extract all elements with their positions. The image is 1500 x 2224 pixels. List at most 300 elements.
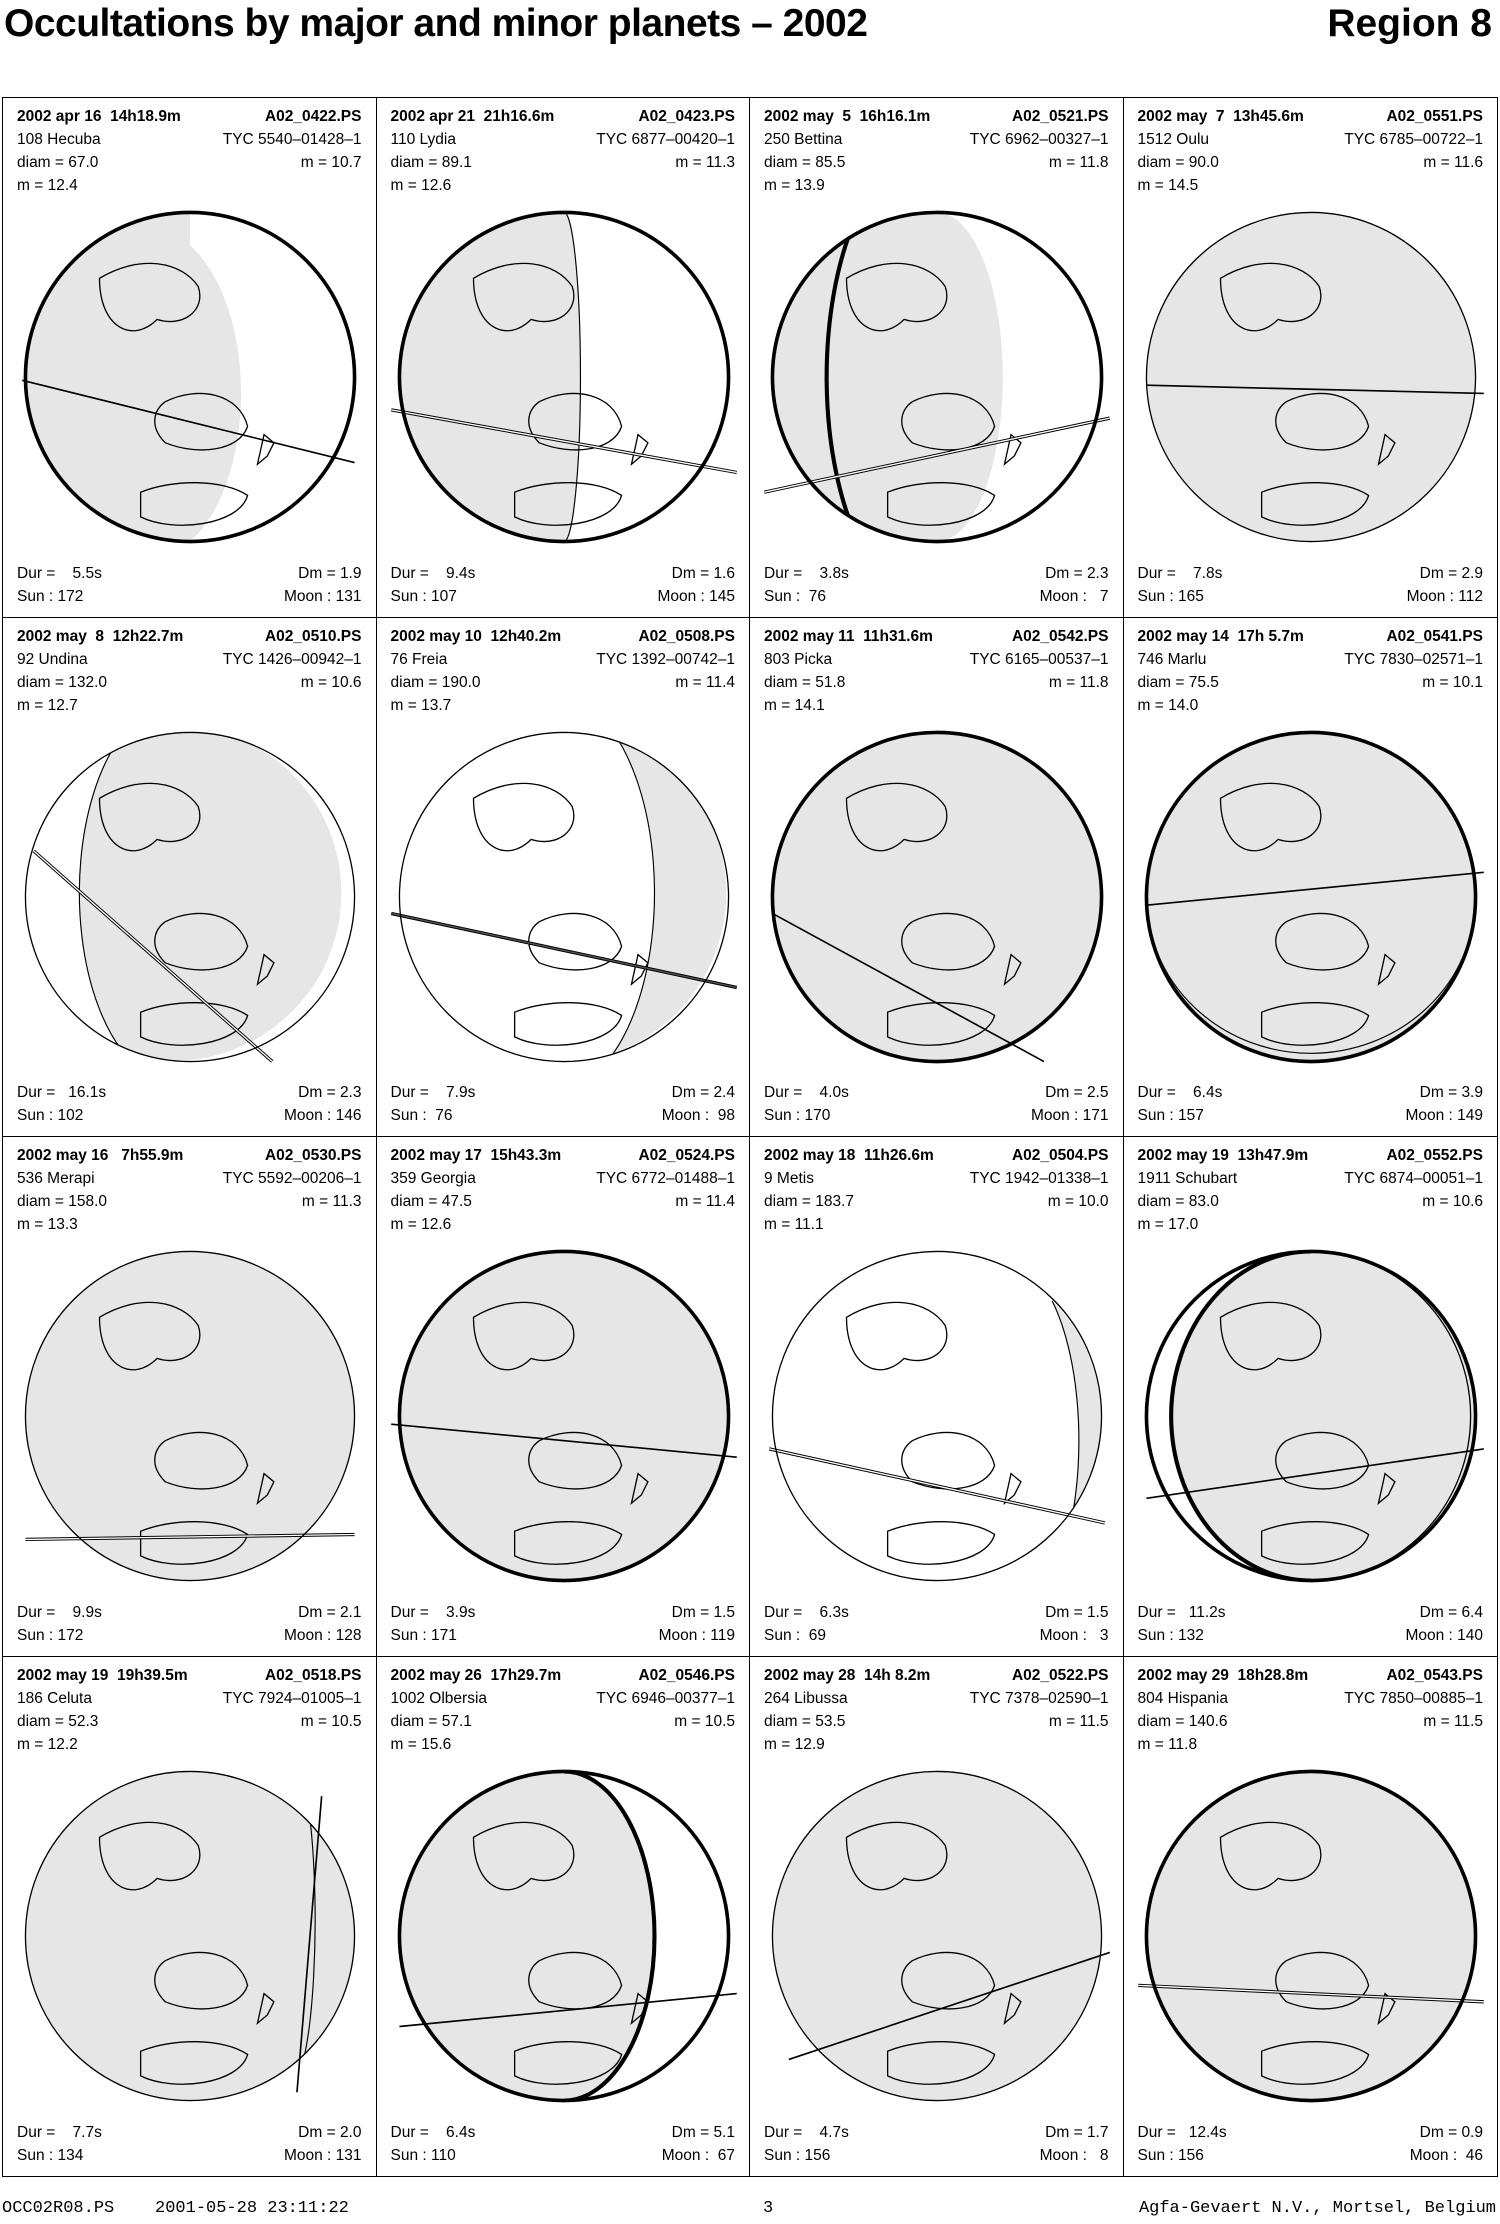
panel-datetime: 2002 may 28 14h 8.2m xyxy=(764,1666,931,1684)
panel-diam: diam = 190.0 xyxy=(390,673,481,691)
panel-row xyxy=(17,108,362,126)
panel-row xyxy=(1138,1604,1484,1622)
panel-row xyxy=(1138,588,1484,606)
occultation-panel xyxy=(750,618,1124,1138)
panel-row xyxy=(391,674,736,692)
panel-moon: Moon : 119 xyxy=(658,1626,735,1644)
panel-datetime: 2002 may 7 13h45.6m xyxy=(1137,108,1304,125)
panel-row xyxy=(764,1107,1109,1125)
panel-moon: Moon : 131 xyxy=(283,587,362,605)
panel-moon: Moon : 128 xyxy=(283,1626,362,1644)
page-title: Occultations by major and minor planets – 2002 xyxy=(4,2,868,45)
occultation-panel xyxy=(750,98,1124,618)
panel-datetime: 2002 may 11 11h31.6m xyxy=(764,627,933,645)
panel-diam: diam = 158.0 xyxy=(17,1193,108,1210)
panel-dm: Dm = 6.4 xyxy=(1419,1603,1483,1621)
panel-m-obj: m = 11.8 xyxy=(1137,1735,1198,1753)
panel-object: 1002 Olbersia xyxy=(390,1689,488,1707)
panel-dm: Dm = 2.0 xyxy=(298,2124,362,2141)
panel-sun: Sun : 172 xyxy=(17,587,84,605)
panel-file: A02_0423.PS xyxy=(638,108,735,125)
panel-dur: Dur = 6.4s xyxy=(1137,1084,1223,1101)
panel-dur: Dur = 3.9s xyxy=(390,1603,476,1621)
panel-row xyxy=(391,2147,736,2165)
panel-row xyxy=(391,697,736,715)
panel-dur: Dur = 4.0s xyxy=(764,1084,849,1101)
panel-row xyxy=(391,108,736,126)
shadow-region xyxy=(25,1251,354,1580)
panel-datetime: 2002 may 26 17h29.7m xyxy=(390,1666,562,1684)
panel-file: A02_0524.PS xyxy=(638,1147,735,1164)
panel-row xyxy=(391,565,736,583)
panel-row xyxy=(764,108,1109,126)
panel-moon: Moon : 140 xyxy=(1405,1626,1483,1644)
panel-row xyxy=(17,177,362,195)
panel-datetime: 2002 may 10 12h40.2m xyxy=(390,627,562,645)
panel-m-star: m = 11.4 xyxy=(675,673,735,691)
footer-page: 3 xyxy=(763,2199,774,2218)
earth-globe xyxy=(9,716,371,1078)
panel-row xyxy=(764,131,1109,149)
panel-row xyxy=(1138,1690,1484,1708)
panel-diam: diam = 52.3 xyxy=(17,1712,99,1730)
earth-globe xyxy=(383,1755,745,2117)
panel-row xyxy=(17,154,362,172)
panel-row xyxy=(764,1690,1109,1708)
panel-row xyxy=(17,1713,362,1731)
panel-row xyxy=(391,1667,736,1685)
occultation-panel xyxy=(1124,98,1498,618)
panel-row xyxy=(764,1147,1109,1165)
panel-star: TYC 6165–00537–1 xyxy=(969,650,1109,668)
panel-m-obj: m = 13.7 xyxy=(390,696,452,714)
panel-row xyxy=(1138,628,1484,646)
panel-star: TYC 6874–00051–1 xyxy=(1344,1170,1483,1187)
panel-m-obj: m = 13.9 xyxy=(764,177,825,194)
panel-row xyxy=(764,1736,1109,1754)
panel-file: A02_0551.PS xyxy=(1386,108,1483,125)
panel-row xyxy=(17,1107,362,1125)
panel-row xyxy=(17,588,362,606)
panel-row xyxy=(391,177,736,195)
occultation-panel xyxy=(377,1657,751,2177)
panel-dm: Dm = 1.5 xyxy=(1045,1603,1109,1621)
panel-dm: Dm = 1.7 xyxy=(1045,2124,1109,2141)
panel-row xyxy=(764,651,1109,669)
panel-dur: Dur = 11.2s xyxy=(1137,1603,1226,1621)
panel-object: 1911 Schubart xyxy=(1137,1170,1238,1187)
earth-globe xyxy=(756,1755,1118,2117)
panel-dur: Dur = 12.4s xyxy=(1137,2124,1227,2141)
footer-file: OCC02R08.PS 2001-05-28 23:11:22 xyxy=(2,2199,349,2218)
panel-moon: Moon : 145 xyxy=(657,587,735,605)
shadow-region xyxy=(1146,212,1475,541)
panel-diam: diam = 53.5 xyxy=(764,1712,846,1730)
panel-m-star: m = 10.6 xyxy=(300,673,362,691)
panel-row xyxy=(391,1736,736,1754)
panel-dur: Dur = 4.7s xyxy=(764,2124,849,2141)
occultation-panel xyxy=(1124,1657,1498,2177)
panel-object: 803 Picka xyxy=(764,650,833,668)
panel-row xyxy=(1138,1170,1484,1188)
panel-row xyxy=(764,1667,1109,1685)
panel-file: A02_0518.PS xyxy=(264,1666,362,1684)
panel-object: 1512 Oulu xyxy=(1137,131,1210,148)
panel-object: 186 Celuta xyxy=(17,1689,92,1707)
shadow-region xyxy=(772,1771,1101,2100)
panel-diam: diam = 89.1 xyxy=(390,154,472,171)
earth-globe xyxy=(383,716,745,1078)
panel-file: A02_0543.PS xyxy=(1386,1666,1483,1684)
panel-object: 804 Hispania xyxy=(1137,1689,1228,1707)
panel-datetime: 2002 may 8 12h22.7m xyxy=(17,627,184,645)
panel-object: 110 Lydia xyxy=(390,131,456,148)
panel-m-star: m = 11.4 xyxy=(675,1193,735,1210)
panel-row xyxy=(1138,154,1484,172)
panel-object: 264 Libussa xyxy=(764,1689,848,1707)
shadow-region xyxy=(399,212,580,541)
panel-dm: Dm = 2.9 xyxy=(1419,564,1483,582)
panel-row xyxy=(391,1170,736,1188)
panel-row xyxy=(17,1193,362,1211)
panel-star: TYC 7378–02590–1 xyxy=(969,1689,1109,1707)
occultation-panel xyxy=(1124,1137,1498,1657)
panel-file: A02_0521.PS xyxy=(1011,108,1109,125)
earth-globe xyxy=(1130,1755,1492,2117)
panel-sun: Sun : 76 xyxy=(764,587,827,605)
panel-dur: Dur = 7.8s xyxy=(1137,564,1223,582)
region-label: Region 8 xyxy=(1327,2,1492,45)
panel-row xyxy=(1138,1713,1484,1731)
panel-row xyxy=(17,674,362,692)
panel-row xyxy=(17,1216,362,1234)
panel-file: A02_0541.PS xyxy=(1386,627,1483,645)
panel-sun: Sun : 76 xyxy=(390,1107,453,1124)
occultation-panel xyxy=(750,1657,1124,2177)
panel-m-star: m = 11.5 xyxy=(1423,1712,1483,1730)
panel-dm: Dm = 1.5 xyxy=(671,1603,735,1621)
panel-diam: diam = 47.5 xyxy=(390,1193,472,1210)
panel-star: TYC 1392–00742–1 xyxy=(596,650,735,668)
panel-sun: Sun : 170 xyxy=(764,1107,831,1124)
panel-dm: Dm = 2.3 xyxy=(298,1084,362,1101)
panel-dm: Dm = 3.9 xyxy=(1419,1084,1483,1101)
panel-moon: Moon : 67 xyxy=(661,2147,735,2164)
earth-globe xyxy=(9,1235,371,1597)
panel-file: A02_0504.PS xyxy=(1011,1147,1109,1164)
occultation-panel xyxy=(3,618,377,1138)
panel-row xyxy=(17,1736,362,1754)
panel-row xyxy=(764,565,1109,583)
panel-dur: Dur = 16.1s xyxy=(17,1084,107,1101)
panel-m-star: m = 11.3 xyxy=(675,154,735,171)
panel-datetime: 2002 apr 16 14h18.9m xyxy=(17,108,181,125)
panel-row xyxy=(764,154,1109,172)
panel-row xyxy=(764,1193,1109,1211)
panel-moon: Moon : 7 xyxy=(1039,587,1109,605)
panel-row xyxy=(1138,1216,1484,1234)
panel-file: A02_0542.PS xyxy=(1011,627,1109,645)
panel-star: TYC 7830–02571–1 xyxy=(1344,650,1483,668)
panel-sun: Sun : 171 xyxy=(390,1626,457,1644)
panel-diam: diam = 75.5 xyxy=(1137,673,1219,691)
earth-globe xyxy=(383,196,745,558)
panel-m-star: m = 10.0 xyxy=(1047,1193,1109,1210)
panel-row xyxy=(391,588,736,606)
panel-row xyxy=(1138,1107,1484,1125)
panel-row xyxy=(1138,697,1484,715)
panel-star: TYC 6946–00377–1 xyxy=(596,1689,735,1707)
panel-m-obj: m = 15.6 xyxy=(390,1735,452,1753)
panel-m-obj: m = 12.4 xyxy=(17,177,78,194)
panel-sun: Sun : 132 xyxy=(1137,1626,1204,1644)
panel-row xyxy=(1138,1627,1484,1645)
panel-star: TYC 7850–00885–1 xyxy=(1344,1689,1483,1707)
panel-row xyxy=(391,1690,736,1708)
occultation-grid xyxy=(2,97,1498,2177)
panel-row xyxy=(764,1170,1109,1188)
panel-row xyxy=(391,154,736,172)
panel-m-obj: m = 14.0 xyxy=(1137,696,1199,714)
panel-row xyxy=(764,1713,1109,1731)
panel-object: 536 Merapi xyxy=(17,1170,95,1187)
panel-star: TYC 6962–00327–1 xyxy=(969,131,1109,148)
panel-m-obj: m = 12.2 xyxy=(17,1735,78,1753)
panel-dm: Dm = 2.4 xyxy=(671,1084,735,1101)
earth-globe xyxy=(756,716,1118,1078)
panel-diam: diam = 83.0 xyxy=(1137,1193,1219,1210)
panel-row xyxy=(17,2124,362,2142)
occultation-panel xyxy=(3,1137,377,1657)
earth-globe xyxy=(756,1235,1118,1597)
panel-row xyxy=(17,697,362,715)
panel-row xyxy=(391,1604,736,1622)
panel-row xyxy=(391,131,736,149)
panel-m-star: m = 10.5 xyxy=(674,1712,735,1730)
panel-row xyxy=(1138,651,1484,669)
panel-row xyxy=(1138,1193,1484,1211)
panel-row xyxy=(1138,131,1484,149)
panel-row xyxy=(1138,565,1484,583)
panel-row xyxy=(1138,674,1484,692)
panel-object: 746 Marlu xyxy=(1137,650,1207,668)
panel-row xyxy=(391,1713,736,1731)
panel-star: TYC 6772–01488–1 xyxy=(596,1170,735,1187)
panel-datetime: 2002 may 29 18h28.8m xyxy=(1137,1666,1309,1684)
panel-m-obj: m = 12.7 xyxy=(17,696,78,714)
panel-row xyxy=(1138,2147,1484,2165)
panel-datetime: 2002 may 19 19h39.5m xyxy=(17,1666,188,1684)
occultation-panel xyxy=(377,98,751,618)
panel-m-obj: m = 11.1 xyxy=(764,1216,824,1233)
panel-diam: diam = 57.1 xyxy=(390,1712,472,1730)
panel-dm: Dm = 1.6 xyxy=(671,564,735,582)
panel-row xyxy=(391,1627,736,1645)
panel-dm: Dm = 2.3 xyxy=(1045,564,1109,582)
panel-m-star: m = 10.6 xyxy=(1422,1193,1483,1210)
panel-dm: Dm = 5.1 xyxy=(671,2124,735,2141)
panel-diam: diam = 67.0 xyxy=(17,154,99,171)
panel-row xyxy=(1138,108,1484,126)
panel-moon: Moon : 8 xyxy=(1039,2147,1109,2164)
panel-dur: Dur = 7.9s xyxy=(390,1084,476,1101)
earth-globe xyxy=(383,1235,745,1597)
panel-sun: Sun : 172 xyxy=(17,1626,84,1644)
occultation-panel xyxy=(377,618,751,1138)
panel-row xyxy=(1138,2124,1484,2142)
panel-m-star: m = 10.1 xyxy=(1422,673,1483,691)
earth-globe xyxy=(9,1755,371,2117)
panel-row xyxy=(391,1147,736,1165)
panel-object: 250 Bettina xyxy=(764,131,843,148)
panel-row xyxy=(17,1084,362,1102)
panel-row xyxy=(764,177,1109,195)
earth-globe xyxy=(1130,196,1492,558)
panel-row xyxy=(764,1627,1109,1645)
panel-datetime: 2002 may 14 17h 5.7m xyxy=(1137,627,1304,645)
panel-moon: Moon : 46 xyxy=(1409,2147,1483,2164)
panel-datetime: 2002 apr 21 21h16.6m xyxy=(390,108,555,125)
panel-sun: Sun : 157 xyxy=(1137,1107,1204,1124)
panel-row xyxy=(391,1107,736,1125)
panel-row xyxy=(1138,1736,1484,1754)
panel-m-star: m = 11.8 xyxy=(1048,673,1109,691)
panel-file: A02_0510.PS xyxy=(264,627,362,645)
panel-moon: Moon : 146 xyxy=(283,1107,362,1124)
panel-row xyxy=(764,1084,1109,1102)
panel-m-star: m = 10.7 xyxy=(300,154,362,171)
earth-globe xyxy=(1130,1235,1492,1597)
panel-object: 359 Georgia xyxy=(390,1170,476,1187)
panel-datetime: 2002 may 17 15h43.3m xyxy=(390,1147,562,1164)
panel-dur: Dur = 3.8s xyxy=(764,564,849,582)
panel-row xyxy=(391,651,736,669)
panel-row xyxy=(764,628,1109,646)
occultation-panel xyxy=(3,1657,377,2177)
panel-row xyxy=(391,1084,736,1102)
panel-star: TYC 1426–00942–1 xyxy=(222,650,362,668)
panel-row xyxy=(17,651,362,669)
panel-m-star: m = 10.5 xyxy=(300,1712,362,1730)
panel-row xyxy=(17,1690,362,1708)
earth-globe xyxy=(1130,716,1492,1078)
panel-m-star: m = 11.5 xyxy=(1048,1712,1109,1730)
panel-row xyxy=(1138,177,1484,195)
panel-m-star: m = 11.6 xyxy=(1423,154,1483,171)
panel-moon: Moon : 131 xyxy=(283,2147,362,2164)
panel-row xyxy=(17,1604,362,1622)
panel-object: 9 Metis xyxy=(764,1170,814,1187)
panel-moon: Moon : 98 xyxy=(661,1107,735,1124)
occultation-panel xyxy=(750,1137,1124,1657)
panel-row xyxy=(764,1216,1109,1234)
panel-row xyxy=(17,1170,362,1188)
panel-row xyxy=(391,628,736,646)
panel-row xyxy=(1138,1147,1484,1165)
panel-row xyxy=(17,1627,362,1645)
panel-file: A02_0546.PS xyxy=(638,1666,735,1684)
panel-diam: diam = 90.0 xyxy=(1137,154,1219,171)
panel-m-obj: m = 13.3 xyxy=(17,1216,78,1233)
panel-moon: Moon : 149 xyxy=(1405,1107,1483,1124)
panel-m-obj: m = 14.5 xyxy=(1137,177,1199,194)
panel-row xyxy=(764,697,1109,715)
panel-sun: Sun : 134 xyxy=(17,2147,84,2164)
earth-globe xyxy=(756,196,1118,558)
panel-m-obj: m = 12.6 xyxy=(390,177,452,194)
panel-file: A02_0422.PS xyxy=(264,108,362,125)
panel-sun: Sun : 156 xyxy=(1137,2147,1204,2164)
panel-row xyxy=(17,565,362,583)
panel-dm: Dm = 0.9 xyxy=(1419,2124,1483,2141)
panel-row xyxy=(764,588,1109,606)
panel-row xyxy=(17,131,362,149)
occultation-panel xyxy=(3,98,377,618)
panel-row xyxy=(17,2147,362,2165)
panel-row xyxy=(764,2147,1109,2165)
panel-sun: Sun : 102 xyxy=(17,1107,84,1124)
panel-m-star: m = 11.3 xyxy=(301,1193,362,1210)
panel-diam: diam = 132.0 xyxy=(17,673,108,691)
panel-dur: Dur = 7.7s xyxy=(17,2124,102,2141)
panel-sun: Sun : 107 xyxy=(390,587,457,605)
panel-moon: Moon : 112 xyxy=(1406,587,1483,605)
panel-m-obj: m = 14.1 xyxy=(764,696,825,714)
panel-sun: Sun : 165 xyxy=(1137,587,1204,605)
panel-m-obj: m = 12.9 xyxy=(764,1735,825,1753)
panel-row xyxy=(764,674,1109,692)
panel-dur: Dur = 6.4s xyxy=(390,2124,476,2141)
panel-sun: Sun : 110 xyxy=(390,2147,456,2164)
panel-sun: Sun : 156 xyxy=(764,2147,831,2164)
panel-file: A02_0552.PS xyxy=(1386,1147,1483,1164)
panel-datetime: 2002 may 5 16h16.1m xyxy=(764,108,931,125)
panel-row xyxy=(391,2124,736,2142)
panel-file: A02_0530.PS xyxy=(264,1147,362,1164)
panel-row xyxy=(764,1604,1109,1622)
panel-row xyxy=(1138,1667,1484,1685)
panel-star: TYC 5540–01428–1 xyxy=(222,131,362,148)
panel-star: TYC 5592–00206–1 xyxy=(222,1170,362,1187)
earth-globe xyxy=(9,196,371,558)
panel-dm: Dm = 2.1 xyxy=(298,1603,362,1621)
panel-dur: Dur = 5.5s xyxy=(17,564,102,582)
panel-row xyxy=(17,1147,362,1165)
panel-star: TYC 1942–01338–1 xyxy=(969,1170,1109,1187)
panel-dur: Dur = 9.4s xyxy=(390,564,476,582)
panel-row xyxy=(391,1193,736,1211)
panel-row xyxy=(17,628,362,646)
panel-object: 76 Freia xyxy=(390,650,448,668)
occultation-panel xyxy=(1124,618,1498,1138)
panel-moon: Moon : 171 xyxy=(1030,1107,1109,1124)
panel-diam: diam = 140.6 xyxy=(1137,1712,1228,1730)
panel-m-obj: m = 12.6 xyxy=(390,1216,452,1233)
panel-sun: Sun : 69 xyxy=(764,1626,827,1644)
panel-object: 92 Undina xyxy=(17,650,88,668)
panel-file: A02_0522.PS xyxy=(1011,1666,1109,1684)
panel-diam: diam = 85.5 xyxy=(764,154,846,171)
panel-m-star: m = 11.8 xyxy=(1048,154,1109,171)
panel-dm: Dm = 1.9 xyxy=(298,564,362,582)
panel-m-obj: m = 17.0 xyxy=(1137,1216,1199,1233)
panel-moon: Moon : 3 xyxy=(1039,1626,1109,1644)
panel-diam: diam = 51.8 xyxy=(764,673,846,691)
panel-star: TYC 6877–00420–1 xyxy=(596,131,735,148)
panel-row xyxy=(1138,1084,1484,1102)
panel-dur: Dur = 6.3s xyxy=(764,1603,849,1621)
panel-diam: diam = 183.7 xyxy=(764,1193,855,1210)
